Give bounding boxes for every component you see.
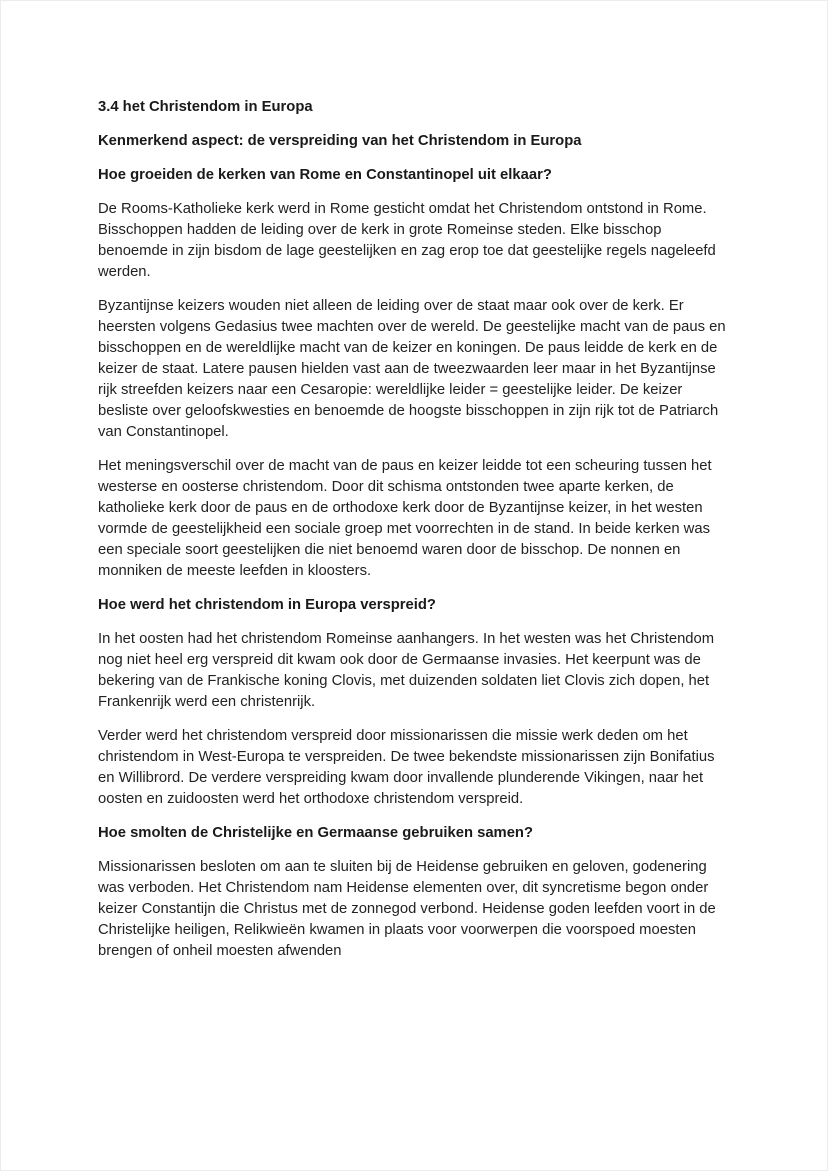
section-heading-churches-rome-constantinople: Hoe groeiden de kerken van Rome en Constantinopel uit elkaar? xyxy=(98,167,552,183)
section-heading-christianity-spread-europe: Hoe werd het christendom in Europa verspreid? xyxy=(98,597,436,613)
document-content xyxy=(98,97,734,975)
paragraph: Byzantijnse keizers wouden niet alleen de leiding over de staat maar ook over de kerk. Er heersten volgens Gedasius twee machten over de wereld. De geestelijke macht van de paus en bisschoppen en de wereldlijke macht van de keizer en koningen. De paus leidde de kerk en de keizer de staat. Latere pausen hielden vast aan de tweezwaarden leer maar in het Byzantijnse rijk streefden keizers naar een Cesaropie: wereldlijke leider = geestelijke leider. De keizer besliste over geloofskwesties en benoemde de hoogste bisschoppen in zijn rijk tot de Patriarch van Constantinopel. xyxy=(98,298,726,440)
document-title: 3.4 het Christendom in Europa xyxy=(98,99,313,115)
section-heading-christian-germanic-customs: Hoe smolten de Christelijke en Germaanse gebruiken samen? xyxy=(98,825,534,841)
paragraph: In het oosten had het christendom Romeinse aanhangers. In het westen was het Christendom nog niet heel erg verspreid dit kwam ook door de Germaanse invasies. Het keerpunt was de bekering van de Frankische koning Clovis, met duizenden soldaten liet Clovis zich dopen, het Frankenrijk werd een christenrijk. xyxy=(98,631,715,710)
paragraph: De Rooms-Katholieke kerk werd in Rome gesticht omdat het Christendom ontstond in Rome. Bisschoppen hadden de leiding over de kerk in grote Romeinse steden. Elke bisschop benoemde in zijn bisdom de lage geestelijken en zag erop toe dat geestelijke regels nageleefd werden. xyxy=(98,201,716,280)
paragraph: Missionarissen besloten om aan te sluiten bij de Heidense gebruiken en geloven, godenering was verboden. Het Christendom nam Heidense elementen over, dit syncretisme begon onder keizer Constantijn die Christus met de zonnegod verbond. Heidense goden leefden voort in de Christelijke heiligen, Relikwieën kwamen in plaats voor voorwerpen die voorspoed moesten brengen of onheil moesten afwenden xyxy=(98,859,716,959)
paragraph: Verder werd het christendom verspreid door missionarissen die missie werk deden om het christendom in West-Europa te verspreiden. De twee bekendste missionarissen zijn Bonifatius en Willibrord. De verdere verspreiding kwam door invallende plunderende Vikingen, naar het oosten en zuidoosten werd het orthodoxe christendom verspreid. xyxy=(98,728,715,807)
paragraph: Het meningsverschil over de macht van de paus en keizer leidde tot een scheuring tussen het westerse en oosterse christendom. Door dit schisma ontstonden twee aparte kerken, de katholieke kerk door de paus en de orthodoxe kerk door de Byzantijnse keizer, in het westen vormde de geestelijkheid een sociale groep met voorrechten in de stand. In beide kerken was een speciale soort geestelijken die niet benoemd waren door de bisschop. De nonnen en monniken de meeste leefden in kloosters. xyxy=(98,458,712,579)
document-subtitle: Kenmerkend aspect: de verspreiding van het Christendom in Europa xyxy=(98,133,582,149)
